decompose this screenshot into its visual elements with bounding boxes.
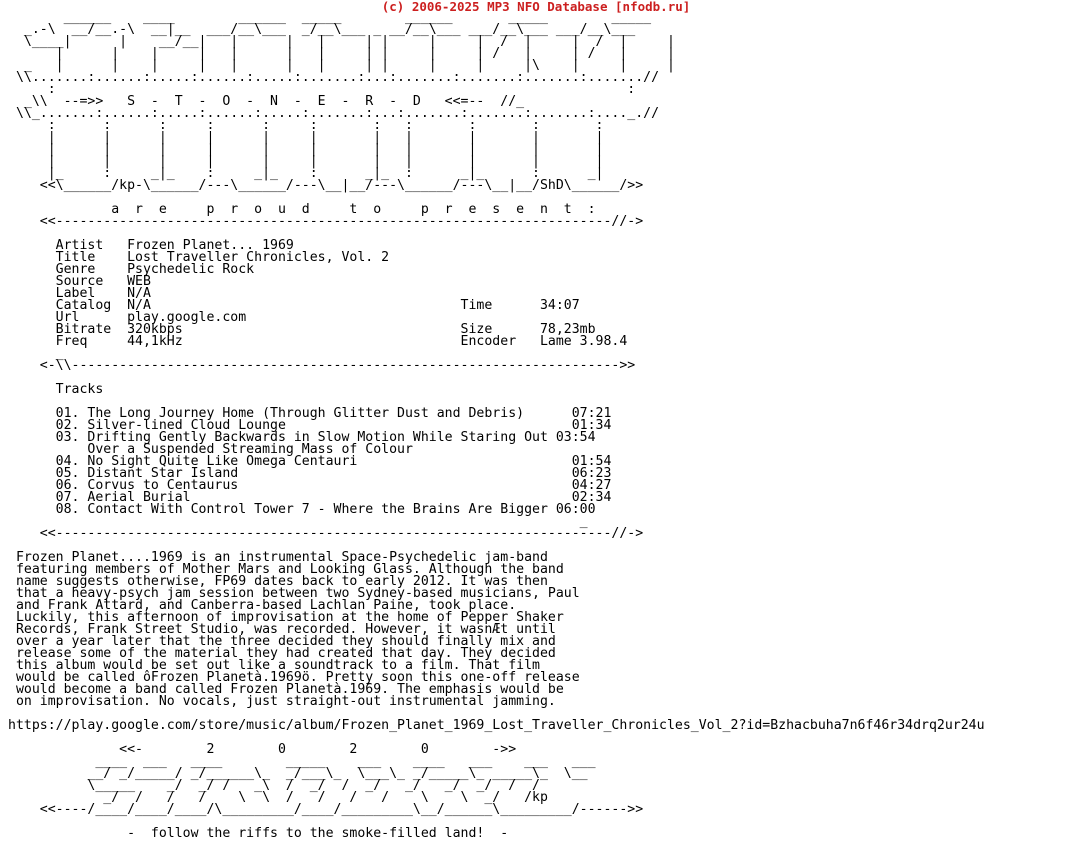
nfo-text: ______ ____ ______ _____ ______ _____ _____ _.-\ __/__.-\ __|__ ___/__\___ _/__\___ _ __/__\___ ___/__\___ ___/__\___ \____| | __/__| | | | | | | | / | | / | | | | | | | | | | | | | / | | / | | _ | | | | | | | | | | | |\ | | | \\.......:......:.....:......:.....:.......:...:.......:.......:.......:.......// : : _\\ --=>> S - T - O - N - E - R - D <<=-- //_ \\_.......:......:.....:......:.....:.......:...:.......:.......:.......:...._.// : : : : : : : : : : : | | | | | | | | | | | | | | | | | | | | | | | | | | | | | | | | | |_ : _|_ : _|_ : _|_ : _|_ : _| <<\______/kp-\______/---\______/---\__|__/---\______/---\__|__/ShD\______/>> a r e p r o u d t o p r e s e n t : <<----------------------------------------------------------------------//-> Artist Frozen Planet... 1969 Title Lost Traveller Chronicles, Vol. 2 Genre Psychedelic Rock Source WEB Label N/A Catalog N/A Time 34:07 Url play.google.com Bitrate 320kbps Size 78,23mb Freq 44,1kHz Encoder Lame 3.98.4 _ <-\\--------------------------------------------------------------------->> Tracks 01. The Long Journey Home (Through Glitter Dust and Debris) 07:21 02. Silver-lined Cloud Lounge 01:34 03. Drifting Gently Backwards in Slow Motion While Staring Out 03:54 Over a Suspended Streaming Mass of Colour 04. No Sight Quite Like Omega Centauri 01:54 05. Distant Star Island 06:23 06. Corvus to Centaurus 04:27 07. Aerial Burial 02:34 08. Contact With Control Tower 7 - Where the Brains Are Bigger 06:00 _ <<----------------------------------------------------------------------//-> Frozen Planet....1969 is an instrumental Space-Psychedelic jam-band featuring members of Mother Mars and Looking Glass. Although the band name suggests otherwise, FP69 dates back to early 2012. It was then that a heavy-psych jam session between two Sydney-based musicians, Paul and Frank Attard, and Canberra-based Lachlan Paine, took place. Luckily, this afternoon of improvisation at the home of Pepper Shaker Records, Frank Street Studio, was recorded. However, it wasnÆt until over a year later that the three decided they should finally mix and release some of the material they had created that day. They decided this album would be set out like a soundtrack to a film. That film would be called ôFrozen Planetà.1969ö. Pretty soon this one-off release would become a band called Frozen Planetà.1969. The emphasis would be on improvisation. No vocals, just straight-out instrumental jamming. https://play.google.com/store/music/album/Frozen_Planet_1969_Lost_Traveller_Chronicles_Vol_2?id=Bzhacbuha7n6f46r34drq2ur24u <<- 2 0 2 0 ->> ____ ___ ____ _____ ___ ____ ___ ___ ___ __/ _/_____/ _/______\_ _/___\_ \___\_ _/_____\_ _____\_ \__ \_____ _/ _/ / _\ / _/ / _/ _/ _/ _/ / / _/ / / / \ \ / / / / \ \ _/ /kp <<----/____/____/____/\_________/____/_________\__/______\_________/------>> - follow the riffs to the smoke-filled land! - xyxy=(8,10,985,841)
copyright-banner: (c) 2006-2025 MP3 NFO Database [nfodb.ru] xyxy=(381,0,691,14)
